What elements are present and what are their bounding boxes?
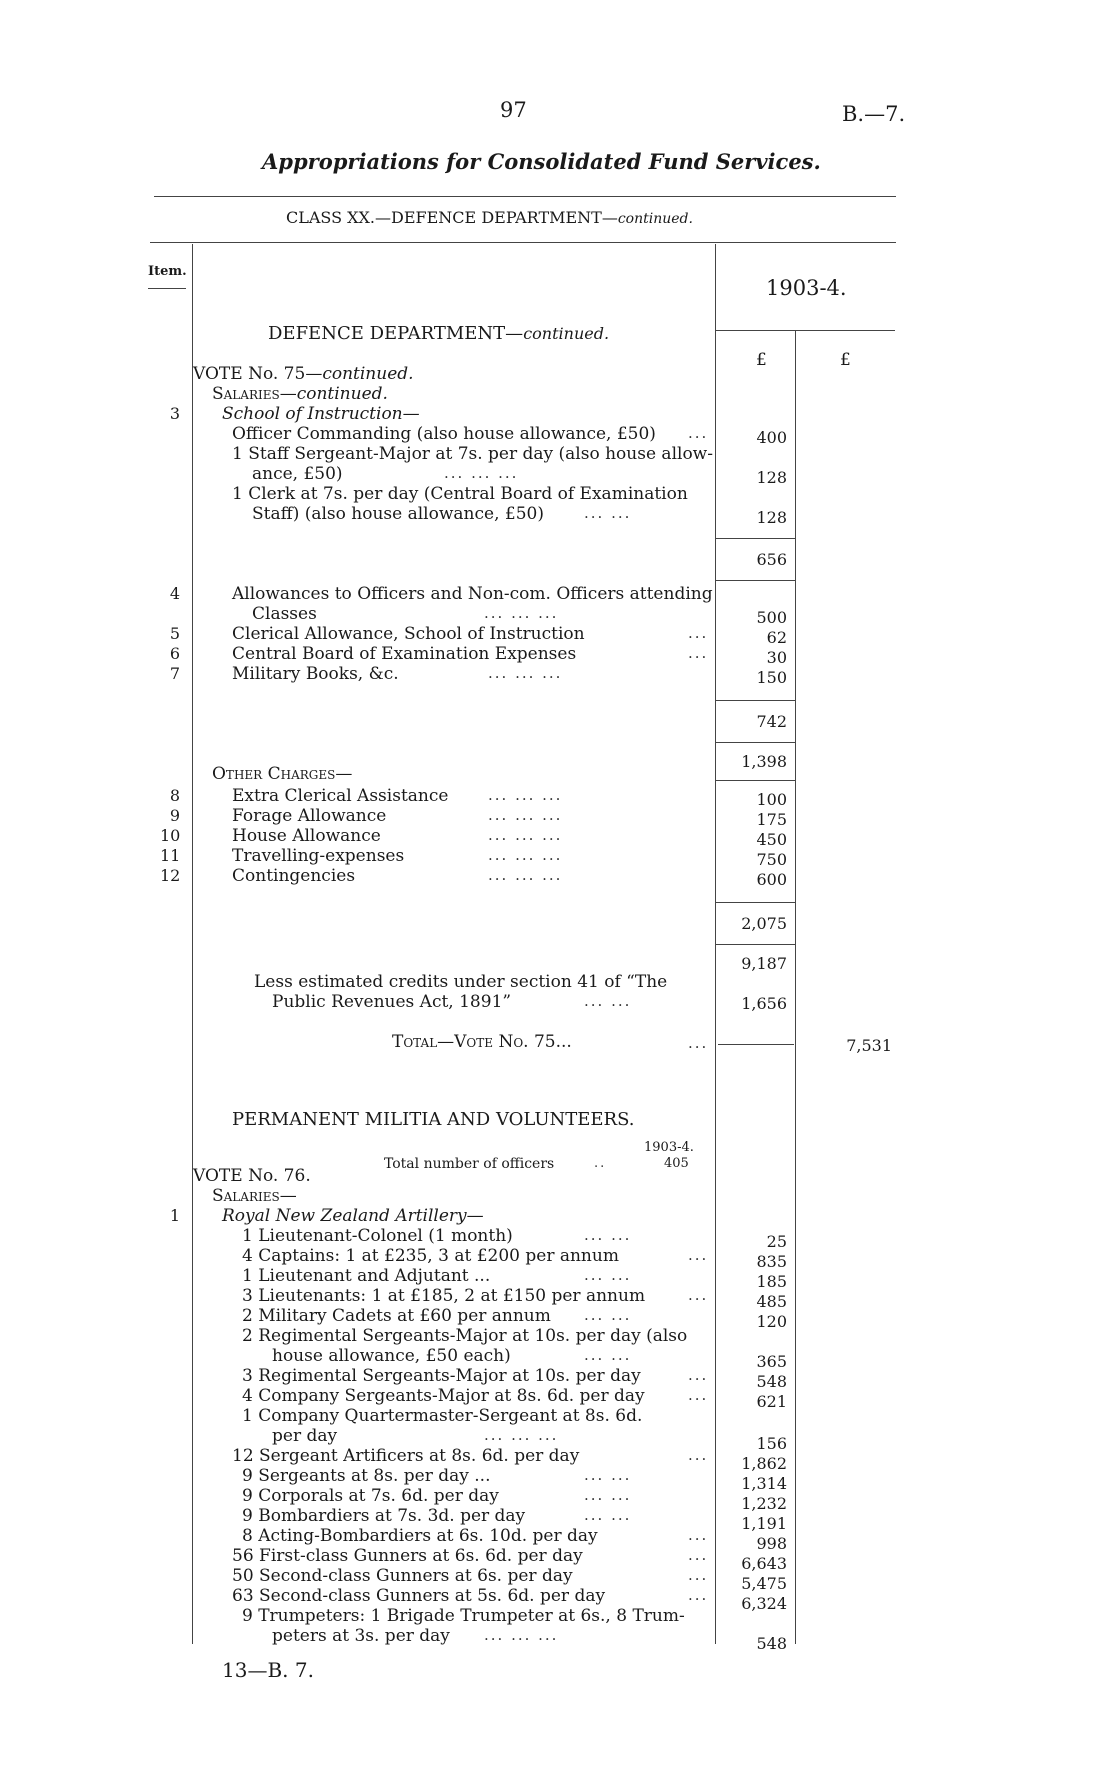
line-text: Officer Commanding (also house allowance, £50): [232, 424, 656, 444]
line-text: 56 First-class Gunners at 6s. 6d. per day: [232, 1546, 583, 1566]
line-text: 63 Second-class Gunners at 5s. 6d. per day: [232, 1586, 606, 1606]
item-column-header: Item.: [148, 264, 187, 279]
line-amount: 128: [756, 468, 787, 487]
leader-dots: ... ... ...: [488, 846, 563, 864]
class-heading-main: CLASS XX.—DEFENCE DEPARTMENT—: [286, 208, 618, 227]
line-text: 4 Company Sergeants-Major at 8s. 6d. per day: [242, 1386, 645, 1406]
line-amount: 750: [756, 850, 787, 869]
vote-75-label: VOTE No. 75—: [193, 364, 323, 384]
item-number: 4: [169, 584, 180, 603]
item-number: 1: [169, 1206, 180, 1225]
vote-75-heading: [193, 364, 414, 384]
section-heading-defence-main: DEFENCE DEPARTMENT—: [268, 323, 524, 344]
leader-dots: ... ...: [584, 1466, 632, 1484]
leader-dots: ...: [688, 424, 709, 442]
total-rule: [718, 1044, 794, 1045]
line-amount: 621: [756, 1392, 787, 1411]
line-amount: 500: [756, 608, 787, 627]
line-amount: 156: [756, 1434, 787, 1453]
total-vote-75-amount: 7,531: [846, 1036, 892, 1055]
officers-count: 405: [664, 1156, 689, 1171]
class-heading: [286, 208, 693, 229]
subtotal-rule: [715, 742, 795, 743]
line-text: 1 Company Quartermaster-Sergeant at 8s. 6d.: [242, 1406, 643, 1426]
subtotal-rule: [715, 700, 795, 701]
line-text: 3 Regimental Sergeants-Major at 10s. per day: [242, 1366, 641, 1386]
leader-dots: ...: [688, 1566, 709, 1584]
leader-dots: ... ...: [584, 1266, 632, 1284]
line-amount: 1,191: [741, 1514, 787, 1533]
leader-dots: ... ... ...: [488, 786, 563, 804]
line-amount: 450: [756, 830, 787, 849]
less-credits-line-1: Less estimated credits under section 41 of “The: [254, 972, 668, 992]
officers-label: Total number of officers: [384, 1156, 555, 1172]
leader-dots: ... ... ...: [484, 1626, 559, 1644]
line-text: Classes: [252, 604, 317, 624]
line-amount: 128: [756, 508, 787, 527]
leader-dots: ...: [688, 1034, 709, 1052]
artillery-heading: Royal New Zealand Artillery—: [222, 1206, 484, 1226]
line-text: peters at 3s. per day: [272, 1626, 450, 1646]
other-charges-heading: Other Charges—: [212, 764, 353, 784]
vote-75-cont: continued.: [322, 364, 414, 384]
line-text: ance, £50): [252, 464, 343, 484]
line-text: Travelling-expenses: [232, 846, 405, 866]
gross-total: 9,187: [741, 954, 787, 973]
salaries-label: Salaries—: [212, 384, 297, 404]
document-reference: B.—7.: [842, 102, 906, 126]
leader-dots: ...: [688, 1286, 709, 1304]
line-amount: 400: [756, 428, 787, 447]
line-amount: 485: [756, 1292, 787, 1311]
section-heading-defence-cont: continued.: [523, 324, 610, 343]
leader-dots: ...: [688, 1586, 709, 1604]
item-header-underline: [148, 288, 186, 289]
line-text: 9 Trumpeters: 1 Brigade Trumpeter at 6s., 8 Trum-: [242, 1606, 685, 1626]
subtotal-charges: 2,075: [741, 914, 787, 933]
item-number: 5: [169, 624, 180, 643]
line-text: 3 Lieutenants: 1 at £185, 2 at £150 per annum: [242, 1286, 646, 1306]
subtotal-rule: [715, 580, 795, 581]
salaries-heading-76: Salaries—: [212, 1186, 297, 1206]
line-text: 9 Corporals at 7s. 6d. per day: [242, 1486, 499, 1506]
leader-dots: ...: [688, 1366, 709, 1384]
subtotal-rule: [715, 538, 795, 539]
line-amount: 365: [756, 1352, 787, 1371]
line-amount: 835: [756, 1252, 787, 1271]
line-amount: 185: [756, 1272, 787, 1291]
leader-dots: ...: [688, 1246, 709, 1264]
line-text: 2 Regimental Sergeants-Major at 10s. per day (also: [242, 1326, 688, 1346]
leader-dots: ..: [594, 1156, 607, 1171]
line-amount: 25: [766, 1232, 787, 1251]
salaries-cont: continued.: [296, 384, 388, 404]
leader-dots: ...: [688, 624, 709, 642]
subtotal-rule: [715, 902, 795, 903]
leader-dots: ...: [688, 1446, 709, 1464]
line-text: Military Books, &c.: [232, 664, 399, 684]
page-number: 97: [500, 98, 527, 122]
total-vote-75-label: Total—Vote No. 75...: [392, 1032, 572, 1052]
item-number: 9: [169, 806, 180, 825]
line-amount: 6,643: [741, 1554, 787, 1573]
line-text: Forage Allowance: [232, 806, 387, 826]
item-number: 3: [169, 404, 180, 423]
item-number: 6: [169, 644, 180, 663]
total-salaries-group: 1,398: [741, 752, 787, 771]
line-text: 2 Military Cadets at £60 per annum: [242, 1306, 551, 1326]
header-rule-top: [154, 196, 896, 197]
line-amount: 1,862: [741, 1454, 787, 1473]
line-text: 9 Sergeants at 8s. per day ...: [242, 1466, 491, 1486]
item-number: 8: [169, 786, 180, 805]
leader-dots: ... ... ...: [488, 826, 563, 844]
line-amount: 1,232: [741, 1494, 787, 1513]
line-amount: 998: [756, 1534, 787, 1553]
section-heading-defence: [268, 324, 609, 344]
leader-dots: ...: [688, 644, 709, 662]
line-text: 1 Lieutenant-Colonel (1 month): [242, 1226, 513, 1246]
line-text: Allowances to Officers and Non-com. Officers attending: [232, 584, 713, 604]
less-credits-line-2: Public Revenues Act, 1891”: [272, 992, 512, 1012]
signature-mark: 13—B. 7.: [222, 1658, 314, 1682]
line-amount: 600: [756, 870, 787, 889]
line-amount: 548: [756, 1372, 787, 1391]
line-text: house allowance, £50 each): [272, 1346, 511, 1366]
line-text: 1 Lieutenant and Adjutant ...: [242, 1266, 491, 1286]
item-column-divider: [192, 244, 193, 1644]
line-text: House Allowance: [232, 826, 381, 846]
currency-symbol-col2: £: [840, 350, 851, 370]
line-text: Central Board of Examination Expenses: [232, 644, 577, 664]
line-text: 9 Bombardiers at 7s. 3d. per day: [242, 1506, 526, 1526]
leader-dots: ... ... ...: [444, 464, 519, 482]
line-amount: 62: [766, 628, 787, 647]
leader-dots: ...: [688, 1526, 709, 1544]
item-number: 11: [160, 846, 181, 865]
leader-dots: ...: [688, 1386, 709, 1404]
page-title: Appropriations for Consolidated Fund Services.: [262, 149, 821, 174]
line-amount: 100: [756, 790, 787, 809]
line-text: 50 Second-class Gunners at 6s. per day: [232, 1566, 573, 1586]
header-rule-bottom: [150, 242, 896, 243]
leader-dots: ... ...: [584, 1306, 632, 1324]
leader-dots: ... ...: [584, 504, 632, 522]
line-text: 8 Acting-Bombardiers at 6s. 10d. per day: [242, 1526, 598, 1546]
class-heading-cont: continued.: [617, 211, 693, 227]
leader-dots: ... ... ...: [488, 664, 563, 682]
line-text: per day: [272, 1426, 338, 1446]
leader-dots: ...: [688, 1546, 709, 1564]
line-amount: 150: [756, 668, 787, 687]
leader-dots: ... ... ...: [488, 806, 563, 824]
section-heading-militia: PERMANENT MILITIA AND VOLUNTEERS.: [232, 1109, 635, 1130]
leader-dots: ... ...: [584, 1346, 632, 1364]
officers-year: 1903-4.: [644, 1140, 694, 1155]
subtotal-rule: [715, 944, 795, 945]
item-number: 12: [160, 866, 181, 885]
salaries-heading: [212, 384, 388, 404]
less-credits-amount: 1,656: [741, 994, 787, 1013]
line-amount: 548: [756, 1634, 787, 1653]
line-text: Contingencies: [232, 866, 356, 886]
leader-dots: ... ...: [584, 1226, 632, 1244]
line-amount: 5,475: [741, 1574, 787, 1593]
item-number: 10: [160, 826, 181, 845]
line-amount: 6,324: [741, 1594, 787, 1613]
school-of-instruction-heading: School of Instruction—: [222, 404, 420, 424]
leader-dots: ... ...: [584, 992, 632, 1010]
subtotal-salaries: 656: [756, 550, 787, 569]
leader-dots: ... ...: [584, 1486, 632, 1504]
line-text: 1 Staff Sergeant-Major at 7s. per day (also house allow-: [232, 444, 713, 464]
line-text: Extra Clerical Assistance: [232, 786, 449, 806]
line-amount: 1,314: [741, 1474, 787, 1493]
year-column-header: 1903-4.: [766, 276, 847, 300]
line-text: 4 Captains: 1 at £235, 3 at £200 per annum: [242, 1246, 619, 1266]
line-text: Staff) (also house allowance, £50): [252, 504, 544, 524]
line-amount: 175: [756, 810, 787, 829]
line-amount: 30: [766, 648, 787, 667]
leader-dots: ... ... ...: [484, 1426, 559, 1444]
item-number: 7: [169, 664, 180, 683]
line-text: 1 Clerk at 7s. per day (Central Board of Examination: [232, 484, 688, 504]
line-amount: 120: [756, 1312, 787, 1331]
leader-dots: ... ...: [584, 1506, 632, 1524]
subtotal-rule: [715, 780, 795, 781]
amount-column-mid-rule: [795, 330, 796, 1644]
year-header-underline: [715, 330, 895, 331]
line-text: Clerical Allowance, School of Instruction: [232, 624, 585, 644]
leader-dots: ... ... ...: [484, 604, 559, 622]
line-text: 12 Sergeant Artificers at 8s. 6d. per day: [232, 1446, 580, 1466]
vote-76-heading: VOTE No. 76.: [193, 1166, 311, 1186]
currency-symbol-col1: £: [756, 350, 767, 370]
subtotal-allowances: 742: [756, 712, 787, 731]
leader-dots: ... ... ...: [488, 866, 563, 884]
